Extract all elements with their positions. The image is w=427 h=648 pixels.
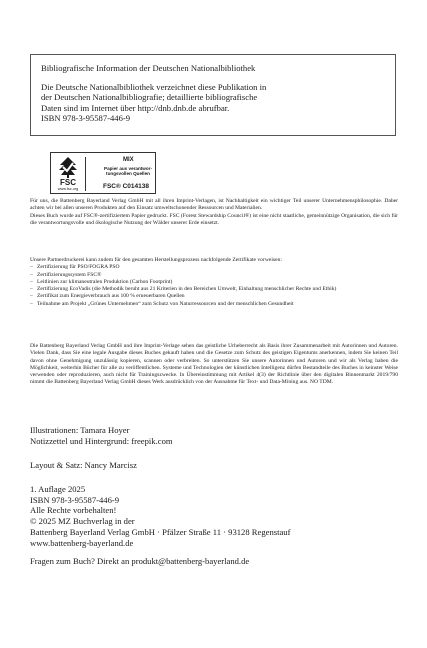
credits-illustration	[30, 425, 400, 446]
certificate-item: – Zertifizierung EcoVadis (die Methodik beruht aus 21 Kriterien in den Bereichen Umwelt, Einhaltung menschlicher Rechte und Ethik)	[30, 286, 398, 293]
fsc-brand-text: FSC	[60, 178, 76, 187]
notes-background-credit: Notizzettel und Hintergrund: freepik.com	[30, 435, 173, 446]
contact-info	[30, 556, 400, 567]
edition: 1. Auflage 2025	[30, 484, 86, 494]
fsc-checkmark-tree-icon	[56, 156, 80, 180]
layout-credit: Layout & Satz: Nancy Marcisz	[30, 460, 137, 470]
bibliographic-line: Daten sind im Internet über http://dnb.dnb.de abrufbar.	[41, 102, 230, 113]
bibliographic-info-box	[30, 54, 396, 136]
fsc-mix-desc-line: tungsvollen Quellen	[106, 171, 150, 176]
sustainability-paragraph: Für uns, die Battenberg Bayerland Verlag GmbH mit all ihren Imprint-Verlagen, ist Nachhaltigkeit ein wichtiger Teil unserer Unternehmensphilosophie. Daher achten wir bei allen unseren Produkten auf den Einsatz umweltschonender Ressourcen und Materialien.	[30, 198, 398, 212]
certificate-item: – Zertifizierungssystem FSC®	[30, 272, 398, 279]
copyright-notice	[30, 343, 398, 387]
certificate-item: – Teilnahme am Projekt „Grünes Unternehmen“ zum Schutz von Naturressourcen und der menschlichen Gesundheit	[30, 301, 398, 308]
product-questions-contact[interactable]: Fragen zum Buch? Direkt an produkt@battenberg-bayerland.de	[30, 556, 250, 566]
fsc-url: www.fsc.org	[57, 187, 79, 191]
fsc-label	[50, 152, 156, 194]
credits-layout	[30, 460, 400, 471]
publisher-website[interactable]: www.battenberg-bayerland.de	[30, 537, 134, 548]
rights-reserved: Alle Rechte vorbehalten!	[30, 505, 117, 516]
bibliographic-isbn: ISBN 978-3-95587-446-9	[41, 113, 131, 124]
bibliographic-line: Die Deutsche Nationalbibliothek verzeichnet diese Publikation in	[41, 81, 267, 92]
fsc-mix-description	[103, 166, 153, 176]
certificate-list	[30, 264, 398, 308]
sustainability-paragraph: Dieses Buch wurde auf FSC®-zertifiziertem Papier gedruckt. FSC (Forest Stewardship Council®) ist eine nicht staatliche, gemeinnützige Organisation, die sich für die verantwortungsvolle und ökologische Nutzung der Wälder unserer Erde einsetzt.	[30, 212, 398, 226]
illustrations-credit: Illustrationen: Tamara Hoyer	[30, 425, 130, 435]
partner-intro: Unsere Partnerdruckerei kann zudem für den gesamten Herstellungsprozess nachfolgende Zertifikate vorweisen:	[30, 257, 282, 263]
bibliographic-heading: Bibliografische Information der Deutschen Nationalbibliothek	[41, 63, 256, 73]
copyright-line: © 2025 MZ Buchverlag in der	[30, 516, 135, 527]
certificate-item: – Leitlinien zur klimaneutralen Produktion (Carbon Footprint)	[30, 279, 398, 286]
fsc-mix-desc-line: Papier aus verantwor-	[104, 166, 152, 171]
edition-info	[30, 484, 400, 548]
publisher-address: Battenberg Bayerland Verlag GmbH · Pfälzer Straße 11 · 93128 Regenstauf	[30, 526, 291, 537]
bibliographic-line: der Deutschen Nationalbibliografie; detaillierte bibliografische	[41, 92, 258, 103]
fsc-mix-title: MIX	[123, 157, 134, 163]
isbn: ISBN 978-3-95587-446-9	[30, 494, 120, 505]
partner-certificates	[30, 257, 398, 308]
fsc-license-code: FSC® C014138	[103, 183, 149, 190]
certificate-item: – Zertifizierung für PSO/FOGRA PSO	[30, 264, 398, 271]
copyright-notice-paragraph: Die Battenberg Bayerland Verlag GmbH und ihre Imprint-Verlage sehen das geistliche Urheberrecht als Basis ihrer Zusammenarbeit mit Autorinnen und Autoren. Vielen Dank, dass Sie eine legale Ausgabe dieses Buches gekauft haben und die Gesetze zum Schutz des geistigen Eigentums anerkennen, indem Sie keinen Teil davon ohne Genehmigung unzulässig kopieren, scannen oder verbreiten. So unterstützen Sie unsere Autorinnen und Autoren und wir als Verlag haben die Möglichkeit, weiterhin Bücher für alle zu veröffentlichen. Systeme und Technologien der künstlichen Intelligenz dürfen Bestandteile des Buches in keinster Weise verwenden oder reproduzieren, auch nicht für Trainingszwecke. In Übereinstimmung mit Artikel 4(3) der Richtlinie über den digitalen Binnenmarkt 2019/790 nimmt die Battenberg Bayerland Verlag GmbH dieses Werk ausdrücklich von der Ausnahme für Text- und Data-Mining aus. NO TDM.	[30, 343, 398, 386]
sustainability-text	[30, 198, 398, 227]
fsc-divider	[85, 157, 86, 191]
certificate-item: – Zertifikat zum Energieverbrauch aus 100 % erneuerbaren Quellen	[30, 293, 398, 300]
